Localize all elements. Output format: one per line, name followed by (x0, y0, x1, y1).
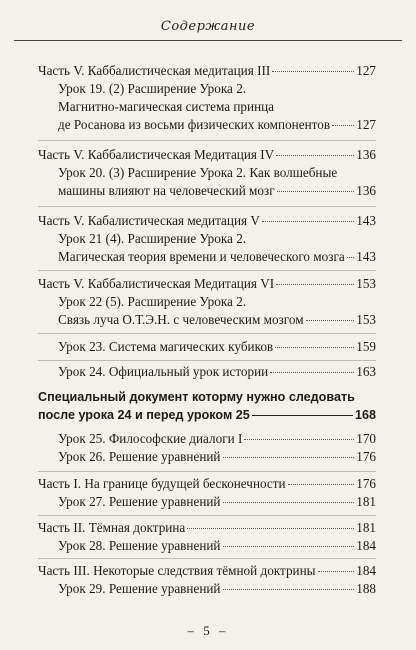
toc-entry-text: Магическая теория времени и человеческого мозга (58, 249, 345, 264)
toc-page-number: 168 (354, 408, 376, 422)
toc-entry-text: Урок 25. Философские диалоги I (58, 431, 243, 446)
toc-entry[interactable] (38, 275, 376, 293)
toc-entry-text: Урок 29. Решение уравнений (58, 581, 221, 596)
section-divider (38, 270, 376, 271)
toc-page-number: 176 (356, 449, 376, 464)
toc-page-number: 181 (356, 520, 376, 535)
toc-entry[interactable] (58, 537, 376, 555)
toc-page-number: 153 (356, 312, 376, 327)
toc-entry-text: Связь луча О.Т.Э.Н. с человеческим мозгом (58, 312, 304, 327)
toc-page-number: 143 (356, 213, 376, 228)
toc-entry[interactable] (38, 146, 376, 164)
leader-dots (318, 571, 355, 572)
section-divider (38, 206, 376, 207)
leader-dots (276, 155, 354, 156)
leader-dots (223, 589, 355, 590)
toc-page-number: 184 (356, 563, 376, 578)
toc-page-number: 176 (356, 476, 376, 491)
toc-entry-text: Часть V. Кабалистическая медитация V (38, 213, 260, 228)
toc-entry[interactable] (58, 448, 376, 466)
leader-dots (270, 372, 354, 373)
toc-page-number: 127 (356, 63, 376, 78)
leader-line (252, 415, 353, 416)
toc-entry-text: Урок 22 (5). Расширение Урока 2. (58, 294, 247, 309)
leader-dots (187, 528, 354, 529)
toc-page-number: 153 (356, 276, 376, 291)
toc-entry-text: Урок 26. Решение уравнений (58, 449, 221, 464)
toc-page-number: 181 (356, 494, 376, 509)
section-divider (38, 515, 376, 516)
toc-entry[interactable] (58, 182, 376, 200)
toc-entry[interactable] (58, 311, 376, 329)
toc-entry-special[interactable] (38, 388, 376, 406)
toc-entry-text: Часть II. Тёмная доктрина (38, 520, 186, 535)
leader-dots (306, 320, 355, 321)
toc-entry[interactable] (58, 430, 376, 448)
leader-dots (288, 484, 355, 485)
toc-entry[interactable] (38, 212, 376, 230)
leader-dots (347, 257, 355, 258)
toc-entry[interactable] (58, 293, 376, 311)
section-divider (38, 558, 376, 559)
toc-entry[interactable] (38, 62, 376, 80)
toc-entry[interactable] (58, 248, 376, 266)
leader-dots (275, 347, 354, 348)
toc-entry[interactable] (58, 493, 376, 511)
toc-entry-text: де Росанова из восьми физических компонентов (58, 117, 331, 132)
toc-entry[interactable] (58, 338, 376, 356)
section-divider (38, 140, 376, 141)
toc-entry[interactable] (58, 116, 376, 134)
leader-dots (223, 546, 355, 547)
toc-entry[interactable] (58, 230, 376, 248)
leader-dots (332, 125, 354, 126)
toc-entry-text: после урока 24 и перед уроком 25 (38, 408, 250, 422)
toc-page-number: 163 (356, 364, 376, 379)
toc-entry-text: Урок 20. (3) Расширение Урока 2. Как волшебные (58, 165, 338, 180)
leader-dots (277, 191, 355, 192)
toc-entry[interactable] (38, 562, 376, 580)
toc-entry-text: Урок 27. Решение уравнений (58, 494, 221, 509)
toc-entry-text: Урок 21 (4). Расширение Урока 2. (58, 231, 247, 246)
leader-dots (276, 284, 354, 285)
header-title: Содержание (160, 19, 256, 34)
toc-page-number: 143 (356, 249, 376, 264)
toc-entry-text: Урок 23. Система магических кубиков (58, 339, 274, 354)
leader-dots (223, 502, 355, 503)
toc-entry[interactable] (58, 98, 376, 116)
toc-entry-text: Часть V. Каббалистическая Медитация IV (38, 147, 275, 162)
toc-entry[interactable] (58, 363, 376, 381)
section-divider (38, 360, 376, 361)
page-number: – 5 – (187, 623, 229, 638)
toc-entry-text: Часть V. Каббалистическая Медитация VI (38, 276, 275, 291)
toc-entry[interactable] (58, 164, 376, 182)
leader-dots (244, 439, 354, 440)
toc-entry-text: Урок 19. (2) Расширение Урока 2. (58, 81, 247, 96)
toc-entry-text: Урок 28. Решение уравнений (58, 538, 221, 553)
leader-dots (272, 71, 354, 72)
toc-entry-text: машины влияют на человеческий мозг (58, 183, 275, 198)
section-divider (38, 471, 376, 472)
toc-entry[interactable] (38, 475, 376, 493)
toc-entry-text: Специальный документ которму нужно следовать (38, 390, 355, 404)
leader-dots (262, 221, 354, 222)
toc-entry-text: Магнитно-магическая система принца (58, 99, 275, 114)
leader-dots (223, 457, 355, 458)
toc-page-number: 127 (356, 117, 376, 132)
toc-entry-text: Часть III. Некоторые следствия тёмной доктрины (38, 563, 316, 578)
section-divider (38, 333, 376, 334)
toc-entry-text: Часть V. Каббалистическая медитация III (38, 63, 271, 78)
toc-entry-special[interactable] (38, 406, 376, 424)
toc-page-number: 170 (356, 431, 376, 446)
toc-entry[interactable] (58, 80, 376, 98)
toc-page-number: 184 (356, 538, 376, 553)
toc-entry[interactable] (38, 519, 376, 537)
toc-entry-text: Урок 24. Официальный урок истории (58, 364, 269, 379)
toc-page-number: 136 (356, 183, 376, 198)
toc-entry-text: Часть I. На границе будущей бесконечности (38, 476, 286, 491)
toc-page-number: 159 (356, 339, 376, 354)
toc-page-number: 188 (356, 581, 376, 596)
toc-page-number: 136 (356, 147, 376, 162)
toc-entry[interactable] (58, 580, 376, 598)
